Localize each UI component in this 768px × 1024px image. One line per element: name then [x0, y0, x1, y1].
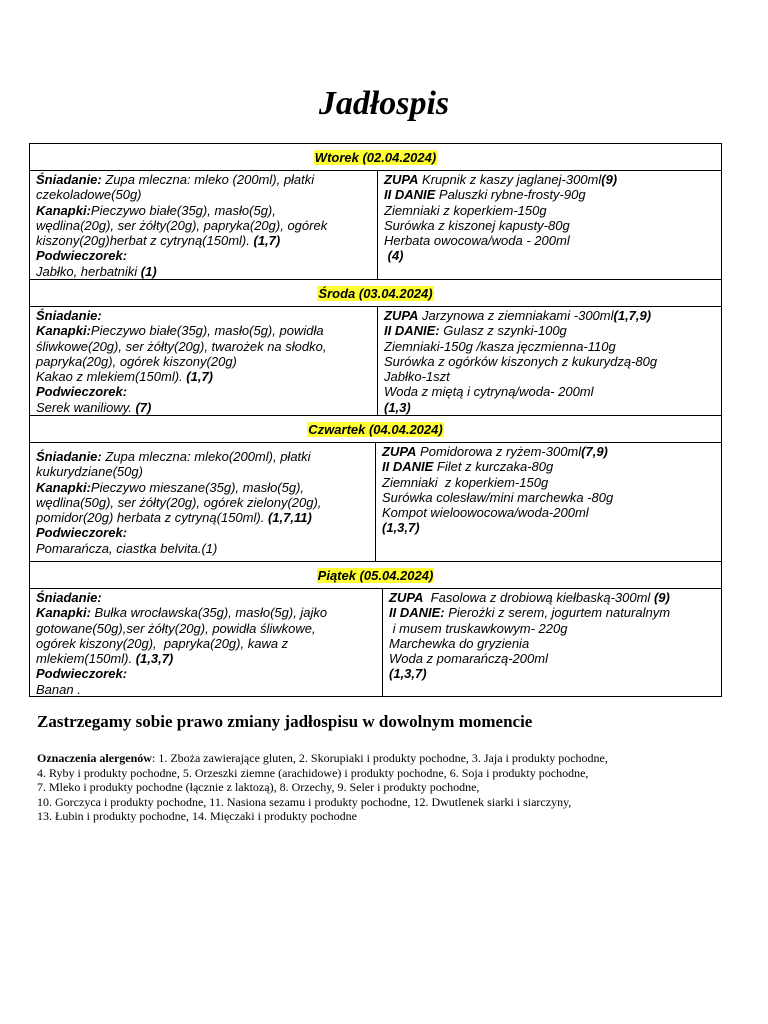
- menu-text-bold: Śniadanie:: [36, 590, 102, 605]
- menu-text: Woda z miętą i cytryną/woda- 200ml: [384, 384, 594, 400]
- menu-text-bold: II DANIE:: [384, 323, 440, 339]
- menu-text-bold: II DANIE: [384, 187, 436, 203]
- menu-line: [382, 475, 715, 490]
- menu-line: [36, 495, 369, 510]
- menu-line: [36, 449, 369, 464]
- menu-text-bold: Podwieczorek:: [36, 384, 128, 400]
- menu-text: Krupnik z kaszy jaglanej-300ml: [418, 172, 602, 187]
- menu-text: Zupa mleczna: mleko (200ml), płatki: [101, 172, 315, 187]
- menu-line: [384, 400, 715, 415]
- menu-text-bold: ZUPA: [384, 172, 419, 187]
- menu-text-bold: (9): [653, 590, 670, 605]
- menu-line: [389, 666, 715, 681]
- menu-text: Ziemniaki z koperkiem-150g: [384, 202, 547, 218]
- menu-text-bold: Kanapki:: [36, 323, 91, 339]
- menu-line: [36, 682, 376, 697]
- menu-text: Pierożki z serem, jogurtem naturalnym: [444, 605, 671, 621]
- menu-line: [36, 323, 371, 338]
- menu-text-bold: (1,3,7): [135, 651, 174, 667]
- menu-line: [36, 541, 369, 556]
- menu-text-bold: (1,7,9): [613, 308, 652, 323]
- menu-text: Pieczywo białe(35g), masło(5g),: [90, 202, 276, 218]
- menu-text-bold: (1,7): [253, 233, 281, 249]
- menu-line: [36, 510, 369, 525]
- menu-text: Fasolowa z drobiową kiełbaską-300ml: [423, 590, 654, 605]
- day-row: [30, 443, 721, 562]
- menu-line: [36, 525, 369, 540]
- menu-text: ogórek kiszony(20g), papryka(20g), kawa z: [36, 635, 289, 651]
- menu-text: czekoladowe(50g): [36, 187, 142, 203]
- menu-text: mlekiem(150ml).: [36, 651, 136, 667]
- menu-line: [384, 187, 715, 202]
- menu-text: Ziemniaki z koperkiem-150g: [382, 474, 549, 490]
- day-header-label: Piątek (05.04.2024): [317, 567, 434, 583]
- allergens-line: 10. Gorczyca i produkty pochodne, 11. Nasiona sezamu i produkty pochodne, 12. Dwutlenek siarki i siarczyny,: [37, 794, 572, 809]
- menu-text: Kompot wieloowocowa/woda-200ml: [382, 505, 589, 521]
- menu-line: [36, 621, 376, 636]
- menu-line: [36, 218, 371, 233]
- menu-line: [382, 505, 715, 520]
- menu-text-bold: (7): [135, 399, 152, 415]
- menu-text-bold: (1,3,7): [382, 520, 420, 536]
- menu-line: [36, 480, 369, 495]
- menu-text: Zupa mleczna: mleko(200ml), płatki: [101, 449, 311, 464]
- menu-text-bold: ZUPA: [384, 308, 419, 323]
- page-title: Jadłospis: [318, 85, 450, 122]
- menu-text: Herbata owocowa/woda - 200ml: [384, 233, 570, 249]
- menu-line: [36, 339, 371, 354]
- menu-text: Surówka z kiszonej kapusty-80g: [384, 217, 570, 233]
- menu-text: wędlina(50g), ser żółty(20g), ogórek zielony(20g),: [36, 494, 322, 510]
- menu-line: [384, 384, 715, 399]
- menu-text-bold: (1,3,7): [389, 666, 427, 682]
- menu-text-bold: (1,7,11): [267, 510, 312, 526]
- menu-line: [389, 636, 715, 651]
- menu-text: Gulasz z szynki-100g: [439, 323, 567, 339]
- day-header: [30, 280, 721, 307]
- menu-text: Marchewka do gryzienia: [389, 635, 530, 651]
- allergens-line: 4. Ryby i produkty pochodne, 5. Orzeszki ziemne (arachidowe) i produkty pochodne, 6. Soja i produkty pochodne,: [37, 765, 589, 780]
- menu-line: [36, 400, 371, 415]
- change-notice: Zastrzegamy sobie prawo zmiany jadłospisu w dowolnym momencie: [37, 712, 533, 731]
- menu-line: [36, 636, 376, 651]
- menu-line: [36, 464, 369, 479]
- menu-line: [382, 520, 715, 535]
- menu-line: [36, 666, 376, 681]
- menu-line: [36, 187, 371, 202]
- menu-text-bold: Śniadanie:: [36, 449, 102, 464]
- menu-line: [384, 323, 715, 338]
- day-header: [30, 416, 721, 443]
- lunch-cell: [378, 171, 721, 279]
- day-header: [30, 144, 721, 171]
- menu-text: kukurydziane(50g): [36, 464, 143, 480]
- day-header: [30, 562, 721, 589]
- menu-text-bold: Kanapki:: [36, 479, 91, 495]
- menu-text-bold: Kanapki:: [36, 605, 91, 621]
- menu-text: Paluszki rybne-frosty-90g: [435, 187, 586, 203]
- day-header-label: Środa (03.04.2024): [318, 285, 433, 301]
- breakfast-cell: [30, 589, 383, 696]
- menu-text: Jabłko-1szt: [384, 369, 450, 385]
- menu-line: [384, 203, 715, 218]
- menu-text: Jarzynowa z ziemniakami -300ml: [418, 308, 614, 323]
- menu-text: Pieczywo mieszane(35g), masło(5g),: [90, 479, 305, 495]
- menu-line: [36, 308, 371, 323]
- menu-text-bold: Podwieczorek:: [36, 666, 128, 682]
- menu-line: [384, 369, 715, 384]
- menu-text-bold: ZUPA: [382, 444, 417, 459]
- menu-line: [389, 651, 715, 666]
- menu-line: [36, 203, 371, 218]
- menu-text: i musem truskawkowym- 220g: [389, 620, 568, 636]
- menu-text: gotowane(50g),ser żółty(20g), powidła śliwkowe,: [36, 620, 316, 636]
- menu-table: [29, 143, 722, 697]
- menu-text: Woda z pomarańczą-200ml: [389, 651, 548, 667]
- menu-text-bold: (1,3): [384, 399, 411, 415]
- allergens-line: 7. Mleko i produkty pochodne (łącznie z laktozą), 8. Orzechy, 9. Seler i produkty pochodne,: [37, 780, 480, 795]
- day-row: [30, 171, 721, 280]
- menu-line: [384, 172, 715, 187]
- menu-line: [384, 354, 715, 369]
- menu-text-bold: II DANIE:: [389, 605, 445, 621]
- breakfast-cell: [30, 171, 378, 279]
- menu-text: kiszony(20g)herbat z cytryną(150ml).: [36, 233, 254, 249]
- menu-line: [36, 369, 371, 384]
- menu-line: [384, 339, 715, 354]
- menu-text-bold: ZUPA: [389, 590, 424, 605]
- menu-text-bold: (1): [140, 263, 157, 279]
- menu-text-bold: (7,9): [581, 444, 608, 459]
- allergens-line: [37, 751, 737, 766]
- menu-text-bold: (4): [384, 248, 404, 264]
- menu-text: Surówka z ogórków kiszonych z kukurydzą-80g: [384, 353, 658, 369]
- menu-text-bold: Śniadanie:: [36, 308, 102, 323]
- menu-text: Banan .: [36, 681, 81, 697]
- menu-text: Kakao z mlekiem(150ml).: [36, 369, 187, 385]
- allergens-label: Oznaczenia alergenów: [37, 751, 152, 765]
- menu-text-bold: Podwieczorek:: [36, 525, 128, 541]
- menu-line: [389, 605, 715, 620]
- menu-text: Pomidorowa z ryżem-300ml: [416, 444, 582, 459]
- menu-line: [36, 354, 371, 369]
- menu-text: wędlina(20g), ser żółty(20g), papryka(20g), ogórek: [36, 217, 328, 233]
- breakfast-cell: [30, 307, 378, 415]
- menu-line: [36, 605, 376, 620]
- menu-text: Pomarańcza, ciastka belvita.(1): [36, 540, 218, 556]
- allergens-line: 13. Łubin i produkty pochodne, 14. Mięczaki i produkty pochodne: [37, 809, 357, 824]
- menu-line: [36, 264, 371, 279]
- breakfast-cell: [30, 443, 376, 561]
- menu-line: [36, 590, 376, 605]
- day-row: [30, 307, 721, 416]
- menu-text: papryka(20g), ogórek kiszony(20g): [36, 353, 237, 369]
- menu-text: pomidor(20g) herbata z cytryną(150ml).: [36, 510, 268, 526]
- menu-line: [389, 590, 715, 605]
- menu-text-bold: Podwieczorek:: [36, 248, 128, 264]
- menu-line: [389, 621, 715, 636]
- menu-text: Filet z kurczaka-80g: [433, 459, 554, 475]
- menu-text-bold: Kanapki:: [36, 202, 91, 218]
- lunch-cell: [378, 307, 721, 415]
- menu-line: [382, 459, 715, 474]
- menu-text: Surówka colesław/mini marchewka -80g: [382, 489, 614, 505]
- allergens-text: : 1. Zboża zawierające gluten, 2. Skorupiaki i produkty pochodne, 3. Jaja i produkty pochodne,: [151, 751, 608, 765]
- menu-line: [36, 233, 371, 248]
- lunch-cell: [383, 589, 721, 696]
- menu-text-bold: Śniadanie:: [36, 172, 102, 187]
- menu-line: [382, 444, 715, 459]
- menu-text: Serek waniliowy.: [36, 399, 136, 415]
- lunch-cell: [376, 443, 721, 561]
- menu-text-bold: (9): [601, 172, 618, 187]
- menu-line: [36, 384, 371, 399]
- menu-line: [36, 248, 371, 263]
- menu-text: Jabłko, herbatniki: [36, 263, 141, 279]
- menu-text-bold: II DANIE: [382, 459, 434, 475]
- menu-text: Bułka wrocławska(35g), masło(5g), jajko: [90, 605, 328, 621]
- menu-line: [36, 172, 371, 187]
- menu-line: [36, 651, 376, 666]
- menu-text: Ziemniaki-150g /kasza jęczmienna-110g: [384, 338, 616, 354]
- menu-line: [384, 308, 715, 323]
- day-row: [30, 589, 721, 696]
- menu-text: śliwkowe(20g), ser żółty(20g), twarożek na słodko,: [36, 338, 327, 354]
- menu-line: [384, 218, 715, 233]
- menu-text-bold: (1,7): [186, 369, 214, 385]
- day-header-label: Wtorek (02.04.2024): [314, 149, 437, 165]
- allergens-legend: [37, 751, 737, 824]
- menu-line: [384, 233, 715, 248]
- day-header-label: Czwartek (04.04.2024): [308, 421, 443, 437]
- menu-line: [382, 490, 715, 505]
- menu-text: Pieczywo białe(35g), masło(5g), powidła: [90, 323, 324, 339]
- menu-line: [384, 248, 715, 263]
